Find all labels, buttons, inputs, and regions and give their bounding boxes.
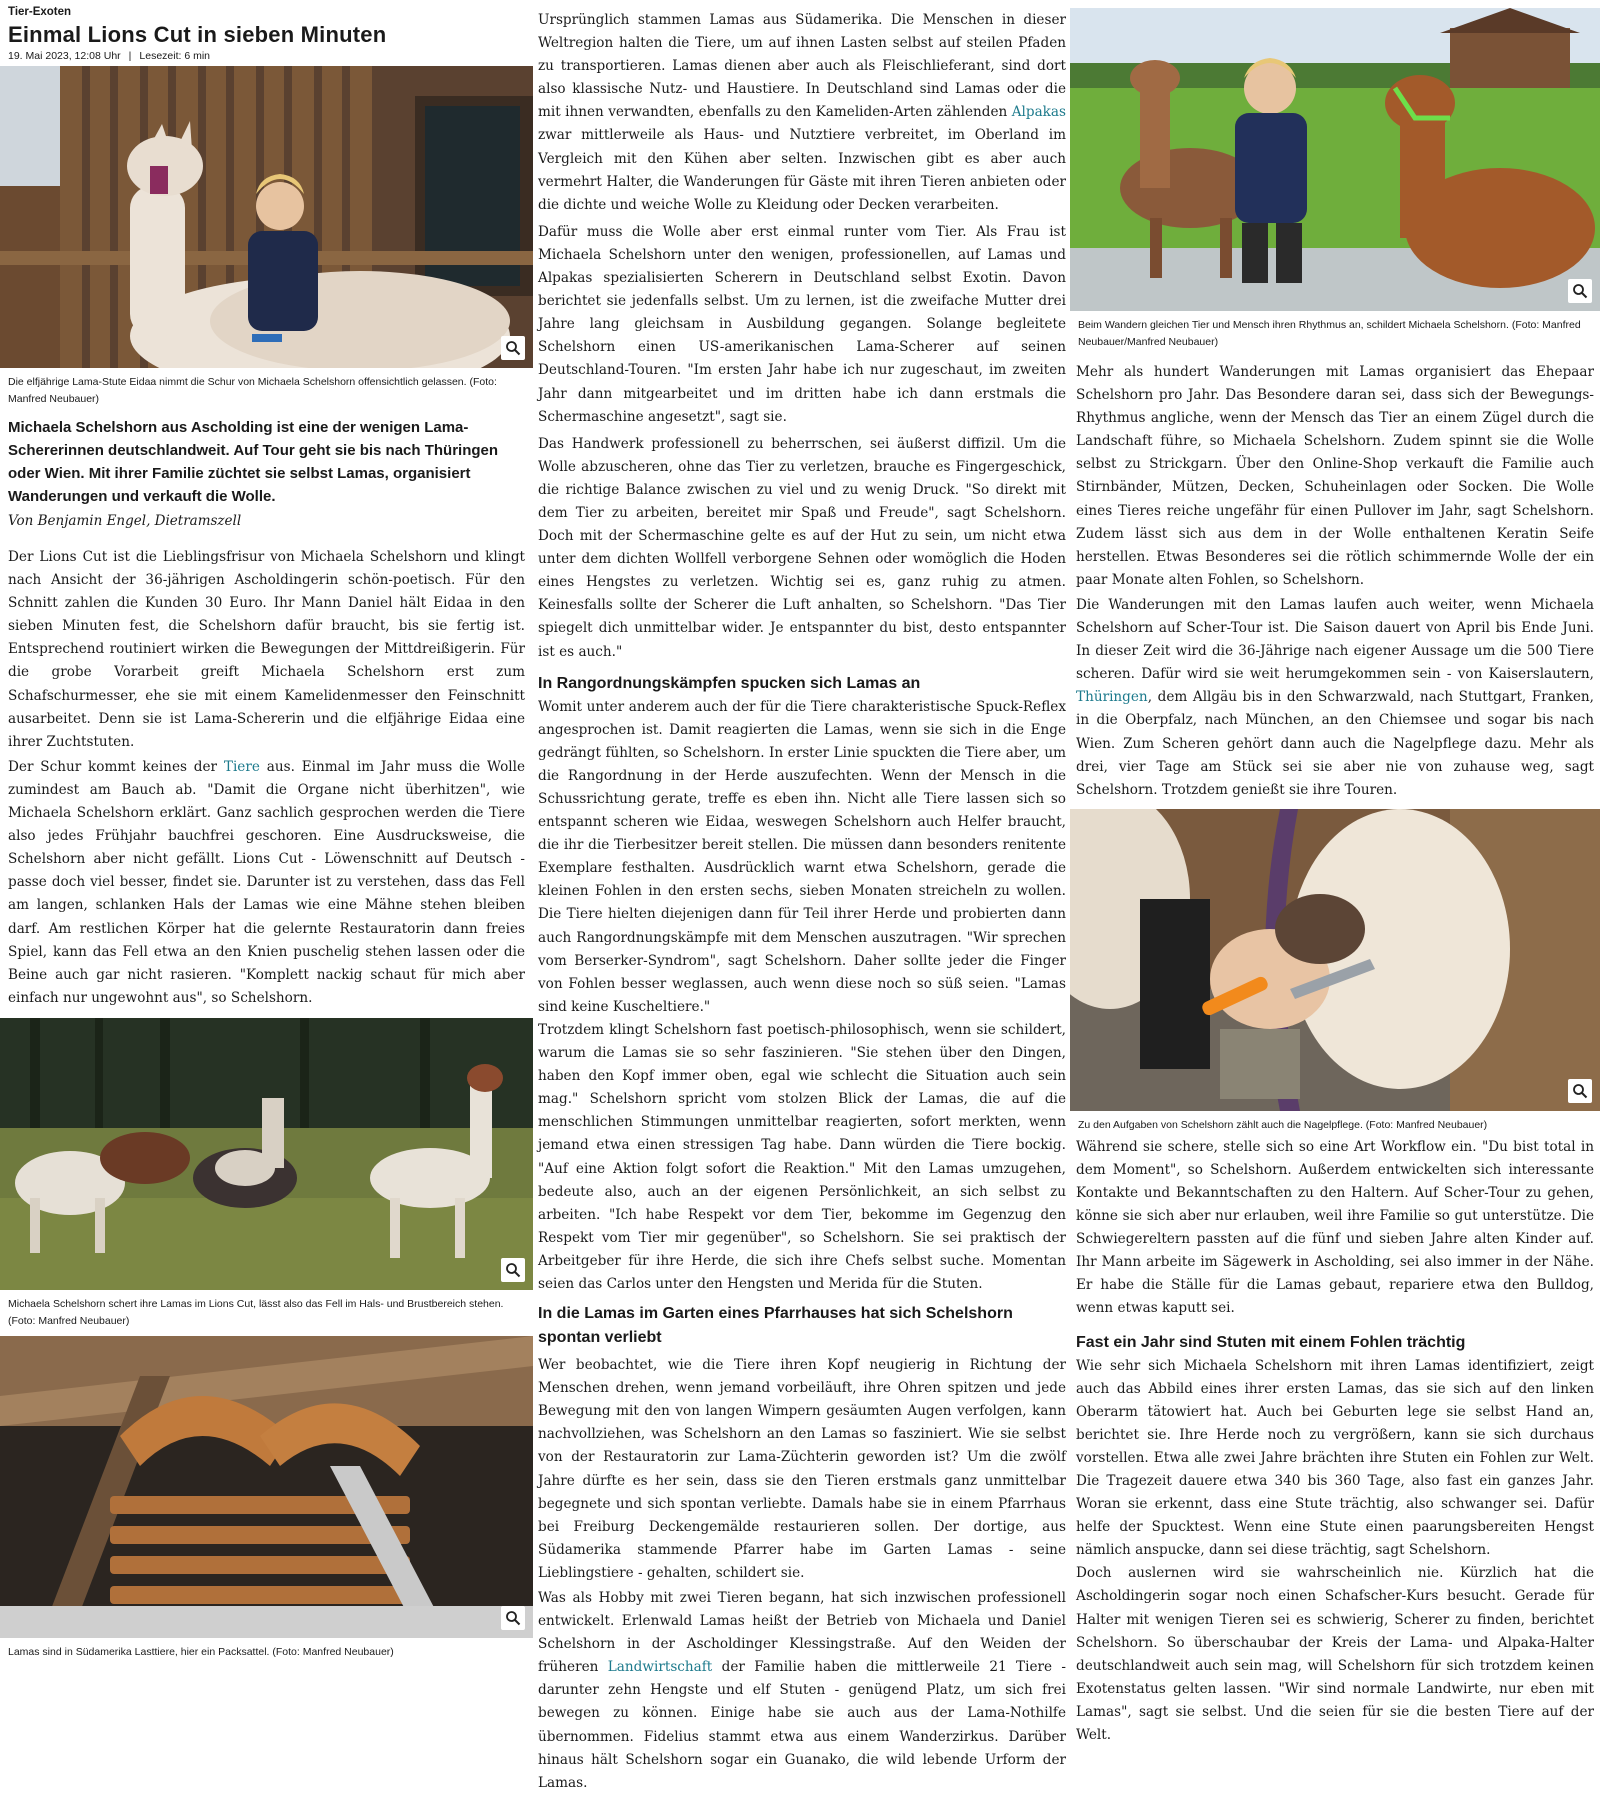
link-landwirtschaft[interactable]: Landwirtschaft (607, 1659, 713, 1676)
left-column (0, 0, 533, 1661)
saddle-photo-art (0, 1336, 533, 1638)
paragraph: Der Lions Cut ist die Lieblingsfrisur von Michaela Schelshorn und klingt nach Ansicht der 36-jährigen Ascholdingerin schön-poetisch. Für den Schnitt zahlen die Kunden 30 Euro. Ihr Mann Daniel hält Eidaa in den sieben Minuten fest, die Schelshorn dafür braucht, bis sie fertig ist. Entsprechend routiniert wirken die Bewegungen der Mittdreißigerin. Für die grobe Vorarbeit greift Michaela Schelshorn erst zum Schafschurmesser, ehe sie mit einem Kamelidenmesser den Feinschnitt ausarbeitet. Denn sie ist Lama-Schererin und die elfjährige Eidaa eine ihrer Zuchtstuten. (8, 549, 525, 750)
link-tiere[interactable]: Tiere (223, 758, 260, 775)
paragraph: Mehr als hundert Wanderungen mit Lamas organisiert das Ehepaar Schelshorn pro Jahr. Das Besondere daran sei, dass sich der Bewegungs-Rhythmus angliche, wenn der Mensch das Tier an einem Zügel durch die Landschaft führe, so Michaela Schelshorn. Zudem spinnt sie die Wolle selbst zu Strickgarn. Über den Online-Shop verkauft die Familie auch Stirnbänder, Mützen, Decken, Schuheinlagen oder Socken. Die Wolle eines Tieres reiche ungefähr für einen Pullover im Jahr, sagt Schelshorn. Zudem lässt sich aus dem in der Wolle enthaltenen Keratin Seife herstellen. Etwas Besonderes sei die rötlich schimmernde Wolle der ein paar Monate alten Fohlen, so Schelshorn. (1076, 364, 1594, 588)
article-lead: Michaela Schelshorn aus Ascholding ist eine der wenigen Lama-Schererinnen deutschlandweit. Auf Tour geht sie bis nach Thüringen oder Wien. Mit ihrer Familie züchtet sie selbst Lamas, organisiert Wanderungen und verkauft die Wolle. (8, 419, 499, 505)
nail-care-photo-art (1070, 809, 1600, 1111)
zoom-button[interactable] (501, 1606, 525, 1630)
body-block-1 (8, 546, 525, 1010)
link-alpakas[interactable]: Alpakas (1011, 104, 1066, 121)
meta-separator: | (128, 50, 132, 62)
paragraph-text: aus. Einmal im Jahr muss die Wolle zumindest am Bauch ab. "Damit die Organe nicht überhitzen", wie Michaela Schelshorn erklärt. Ganz sachlich gesprochen werden die Tiere also jedes Frühjahr bauchfrei geschoren. Eine Ausdrucksweise, die Schelshorn aber nicht gefällt. Lions Cut - Löwenschnitt auf Deutsch - passe doch viel besser, findet sie. Darunter ist zu verstehen, dass das Fell am langen, schlanken Hals der Lamas wie eine Mähne stehen bleiben darf. Am restlichen Körper hat die gelernte Restauratorin dann freies Spiel, kann das Fell etwa an den Knien puschelig stehen lassen oder die Beine auch gar nicht rasieren. "Komplett nackig schaut für mich aber einfach nur ungewohnt aus", so Schelshorn. (8, 758, 526, 1006)
byline: Von Benjamin Engel, Dietramszell (8, 513, 242, 529)
paragraph: Wie sehr sich Michaela Schelshorn mit ihren Lamas identifiziert, zeigt auch das Abbild eines ihrer ersten Lamas, das sie sich auf den linken Oberarm tätowiert hat. Auch bei Geburten lege sie selbst Hand an, berichtet sie. Ihre Herde noch zu vergrößern, kann sie sich durchaus vorstellen. Etwa alle zwei Jahre brächten ihre Stuten ein Fohlen zur Welt. Die Tragezeit dauere etwa 340 bis 360 Tage, also fast ein ganzes Jahr. Woran sie erkennt, dass eine Stute trächtig, also schwanger sei. Dafür helfe der Spucktest. Wenn eine Stute einen paarungsbereiten Hengst nämlich anspucke, dann sei diese trächtig, sagt Schelshorn. (1076, 1357, 1594, 1559)
paragraph-text: Was als Hobby mit zwei Tieren begann, hat sich inzwischen professionell entwickelt. Erlenwald Lamas heißt der Betrieb von Michaela und Daniel Schelshorn in der Ascholdinger Klessingstraße. Auf den Weiden der früheren (538, 1590, 1066, 1676)
paragraph: Womit unter anderem auch der für die Tiere charakteristische Spuck-Reflex angesprochen ist. Damit reagierten die Lamas, wenn sie sich in die Enge gedrängt fühlten, so Schelshorn. In erster Linie spuckten die Tiere aber, um die Rangordnung in der Herde auszufechten. Wenn der Mensch in die Schussrichtung gerate, treffe es eben ihn. Nicht alle Tiere lassen sich so entspannt scheren wie Eidaa, weswegen Schelshorn auch Helfer braucht, die ihr die Tierbesitzer bereit stellen. Die müssen dann besonders renitente Exemplare festhalten. Ausdrücklich warnt etwa Schelshorn, gerade die kleinen Fohlen in den ersten sechs, sieben Monaten streicheln zu wollen. Die Tiere hielten diejenigen dann für Teil ihrer Herde und probierten dann auch Rangordnungskämpfe mit dem Menschen auszutragen. "Wir sprechen vom Berserker-Syndrom", sagt Schelshorn. Daher sollte jeder die Finger von Fohlen besser weglassen, auch wenn diese noch so süß seien. "Lamas sind keine Kuscheltiere." (538, 698, 1066, 1015)
publish-date: 19. Mai 2023, 12:08 Uhr (8, 50, 121, 62)
article-meta (8, 48, 533, 66)
photo-caption: Michaela Schelshorn schert ihre Lamas im Lions Cut, lässt also das Fell im Hals- und Brustbereich stehen. (Foto: Manfred Neubauer) (8, 1297, 504, 1327)
magnifier-icon (505, 1262, 521, 1278)
hiking-photo-art (1070, 8, 1600, 311)
magnifier-icon (1572, 1083, 1588, 1099)
herd-photo-art (0, 1018, 533, 1290)
photo-hiking[interactable] (1070, 8, 1600, 311)
photo-caption: Lamas sind in Südamerika Lasttiere, hier ein Packsattel. (Foto: Manfred Neubauer) (8, 1645, 394, 1658)
paragraph: Das Handwerk professionell zu beherrschen, sei äußerst diffizil. Um die Wolle abzuscheren, ohne das Tier zu verletzen, brauche es Fingergeschick, die richtige Balance zwischen zu viel und zu wenig Druck. "So direkt mit dem Tier zu arbeiten, bereitet mir Spaß und Freude", sagt Schelshorn. Doch mit der Schermaschine gelte es auf der Hut zu sein, um nicht etwa unter dem dichten Wollfell verborgene Sehnen oder womöglich die Hoden eines Hengstes zu verletzen. Wichtig sei es, ganz ruhig zu atmen. Keinesfalls sollte der Scherer die Luft anhalten, so Schelshorn. "Das Tier spiegelt dich unmittelbar wider. Je entspannter du bist, desto entspannter ist es auch." (538, 435, 1066, 660)
right-column (1070, 0, 1600, 1747)
paragraph-text: Die Wanderungen mit den Lamas laufen auch weiter, wenn Michaela Schelshorn auf Scher-Tour ist. Die Saison dauert von April bis Ende Juni. In dieser Zeit wird die 36-Jährige nach eigener Aussage um die 500 Tiere scheren. Dafür wird sie weit herumgekommen sein - von Kaiserslautern, (1076, 596, 1594, 683)
photo-herd[interactable] (0, 1018, 533, 1290)
zoom-button[interactable] (1568, 1079, 1592, 1103)
magnifier-icon (505, 340, 521, 356)
zoom-button[interactable] (1568, 279, 1592, 303)
paragraph (1076, 594, 1594, 802)
zoom-button[interactable] (501, 1258, 525, 1282)
magnifier-icon (505, 1610, 521, 1626)
body-block-3b (1076, 1136, 1594, 1747)
magnifier-icon (1572, 283, 1588, 299)
paragraph: Während sie schere, stelle sich so eine Art Workflow ein. "Du bist total in dem Moment", so Schelshorn. Außerdem entwickelten sich interessante Kontakte und Bekanntschaften zu den Haltern. Auf Scher-Tour zu gehen, könne sie sich aber nur erlauben, weil ihre Familie so gut unterstütze. Die Schwiegereltern passten auf die fünf und sieben Jahre alten Kinder auf. Ihr Mann arbeite im Sägewerk in Ascholding, sei also immer in der Nähe. Er habe die Ställe für die Lamas gebaut, repariere etwa den Bulldog, wenn etwas kaputt sei. (1076, 1138, 1594, 1317)
photo-shearing[interactable] (0, 66, 533, 368)
photo-caption: Beim Wandern gleichen Tier und Mensch ihren Rhythmus an, schildert Michaela Schelshorn. (Foto: Manfred Neubauer/Manfred Neubauer) (1078, 319, 1581, 348)
photo-nail-care[interactable] (1070, 809, 1600, 1111)
paragraph (538, 1587, 1066, 1795)
reading-time: Lesezeit: 6 min (139, 50, 211, 62)
kicker: Tier-Exoten (8, 6, 72, 18)
paragraph-text: Der Schur kommt keines der (8, 758, 224, 775)
paragraph-text: , dem Allgäu bis in den Schwarzwald, nach Stuttgart, Franken, in die Oberpfalz, nach München, an den Chiemsee und sogar bis nach Wien. Zum Scheren gehört dann auch die Nagelpflege dazu. Mehr als drei, vier Tage am Stück sei sie aber nie von zuhause weg, sagt Schelshorn. Trotzdem genießt sie ihre Touren. (1076, 689, 1594, 798)
paragraph: Doch auslernen wird sie wahrscheinlich nie. Kürzlich hat die Ascholdingerin sogar noch einen Schafscher-Kurs besucht. Gerade für Halter mit wenigen Tieren sei es schwierig, Scherer zu finden, berichtet Schelshorn. So überschaubar der Kreis der Lama- und Alpaka-Halter deutschlandweit auch sein mag, will Schelshorn für sich trotzdem keinen Exotenstatus gelten lassen. "Wir sind normale Landwirte, nur eben mit Lamas", sagt sie selbst. Und die seien für sie die besten Tiere auf der Welt. (1076, 1565, 1594, 1744)
zoom-button[interactable] (501, 336, 525, 360)
paragraph: Dafür muss die Wolle aber erst einmal runter vom Tier. Als Frau ist Michaela Schelshorn unter den wenigen, professionellen, auf Lamas und Alpakas spezialisierten Scherern in Deutschland selbst Exotin. Davon berichtet sie jedenfalls selbst. Um zu lernen, ist die zweifache Mutter drei Jahre lang gleichsam in Ausbildung gegangen. Solange begleitete Schelshorn einen US-amerikanischen Lama-Scherer auf seinen Deutschland-Touren. "Im ersten Jahr habe ich nur zugeschaut, im zweiten Jahr dann mitgearbeitet und im dritten habe ich dann erstmals die Schermaschine angesetzt", sagt sie. (538, 223, 1066, 425)
photo-caption: Zu den Aufgaben von Schelshorn zählt auch die Nagelpflege. (Foto: Manfred Neubauer) (1078, 1118, 1488, 1131)
link-thueringen[interactable]: Thüringen (1076, 689, 1148, 706)
middle-column (538, 0, 1066, 1795)
subheading: In Rangordnungskämpfen spucken sich Lamas an (538, 674, 921, 692)
paragraph-text: Ursprünglich stammen Lamas aus Südamerika. Die Menschen in dieser Weltregion halten die Tiere, um auf ihnen Lasten selbst auf steilen Pfaden zu transportieren. Lamas dienen aber auch als Fleischlieferant, sind dort also klassische Nutz- und Haustiere. In Deutschland sind Lamas oder die mit ihnen verwandten, ebenfalls zu den Kameliden-Arten zählenden (538, 12, 1066, 121)
paragraph (8, 756, 525, 1010)
paragraph (538, 9, 1066, 217)
subheading: Fast ein Jahr sind Stuten mit einem Fohlen trächtig (1076, 1333, 1466, 1351)
paragraph-text: zwar mittlerweile als Haus- und Nutztiere verbreitet, im Oberland im Vergleich mit den Kühen aber selten. Inzwischen gibt es aber auch vermehrt Halter, die Wanderungen für Gäste mit ihren Tieren anbieten oder die dichte und weiche Wolle zu Kleidung oder Decken verarbeiten. (538, 127, 1066, 213)
article-title: Einmal Lions Cut in sieben Minuten (8, 22, 387, 47)
paragraph: Trotzdem klingt Schelshorn fast poetisch-philosophisch, wenn sie schildert, warum die Lamas sie so sehr faszinieren. "Sie stehen über den Dingen, haben den Kopf immer oben, egal wie schlecht die Situation auch sein mag." Schelshorn spricht vom stolzen Blick der Lamas, die auf die menschlichen Stimmungen unmittelbar reagierten, sofort merkten, wenn jemand etwa einen stressigen Tag habe. Dann würden die Tiere bockig. "Auf eine Aktion folgt sofort die Reaktion." Mit den Lamas umzugehen, bedeute also, auch an der eigenen Persönlichkeit, an sich selbst zu arbeiten. "Ich habe Respekt vor dem Tier, bekomme im Gegenzug den Respekt vom Tier mir gegenüber", so Schelshorn. Sie sei praktisch der Arbeitgeber für ihre Herde, die sich ihre Chefs selbst suche. Momentan seien das Carlos unter den Hengsten und Merida für die Stuten. (538, 1021, 1066, 1292)
shearing-photo-art (0, 66, 533, 368)
photo-caption: Die elfjährige Lama-Stute Eidaa nimmt die Schur von Michaela Schelshorn offensichtlich gelassen. (Foto: Manfred Neubauer) (8, 376, 497, 405)
body-block-3a (1076, 361, 1594, 802)
subheading: In die Lamas im Garten eines Pfarrhauses hat sich Schelshorn spontan verliebt (538, 1305, 1013, 1347)
paragraph-text: der Familie haben die mittlerweile 21 Tiere - darunter zehn Hengste und elf Stuten - genügend Platz, um sich frei bewegen zu können. Einige habe sie auch aus der Lama-Nothilfe übernommen. Fidelius stammt etwa aus einem Wanderzirkus. Darüber hinaus hält Schelshorn sogar ein Guanako, die wild lebende Urform der Lamas. (538, 1659, 1067, 1791)
photo-saddle[interactable] (0, 1336, 533, 1638)
paragraph: Wer beobachtet, wie die Tiere ihren Kopf neugierig in Richtung der Menschen drehen, wenn jemand vorbeiläuft, ihre Ohren spitzen und jede Bewegung mit den von langen Wimpern gesäumten Augen verfolgen, kann nachvollziehen, was Schelshorn an den Lamas so fasziniert. Wie sie selbst von der Restauratorin zur Lama-Züchterin geworden ist? Um die zwölf Jahre dürfte es her sein, dass sie den Tieren erstmals ganz unmittelbar begegnete und sich spontan verliebte. Damals habe sie in einem Pfarrhaus bei Freiburg Deckengemälde restaurieren sollen. Der dortige, aus Südamerika stammende Pfarrer habe im Garten Lamas - seine Lieblingstiere - gehalten, schildert sie. (538, 1357, 1066, 1581)
